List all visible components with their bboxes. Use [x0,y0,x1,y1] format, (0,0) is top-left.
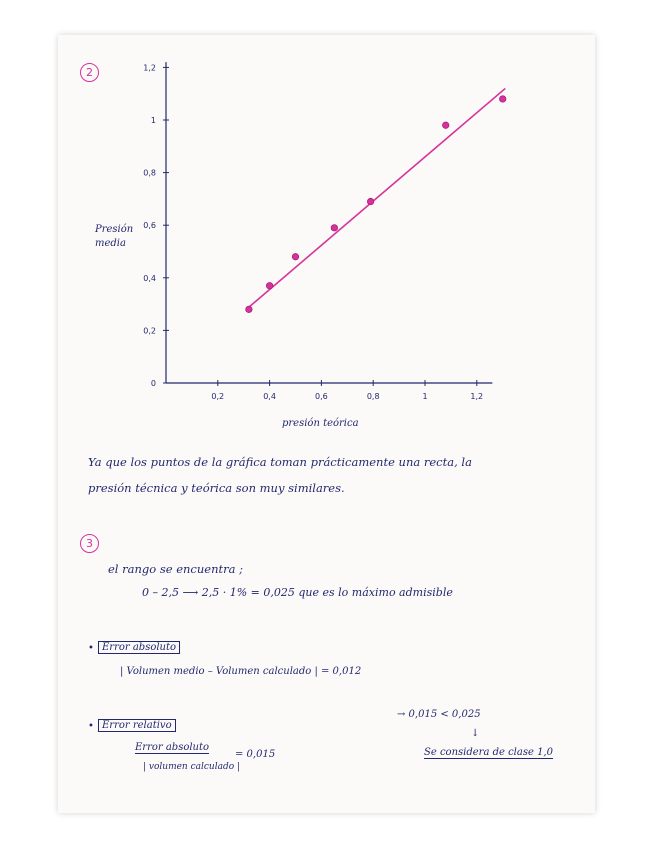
data-point [246,306,252,312]
chart-ticks [143,63,483,401]
y-tick-label: 1 [150,116,156,125]
data-point [331,225,337,231]
y-tick-label: 0,4 [143,273,156,283]
y-axis-label: Presión media [95,224,134,249]
x-tick-label: 1,2 [470,392,484,401]
rel-error-bullet: • [88,721,94,732]
q2-conclusion-line-1: Ya que los puntos de la gráfica toman prácticamente una recta, la [88,455,472,469]
chart-axes [166,62,492,383]
y-tick-label: 0 [150,379,156,388]
data-point [443,122,449,128]
data-point [266,282,272,288]
x-axis-label: presión teórica [282,418,359,429]
rel-error-title: Error relativo [98,719,176,732]
q3-intro: el rango se encuentra ; [108,562,243,576]
x-tick-label: 0,6 [315,392,328,401]
question-2-number: 2 [80,63,99,82]
y-tick-label: 0,8 [143,168,156,178]
comparison: → 0,015 < 0,025 [397,709,481,720]
x-tick-label: 1 [422,392,428,401]
q2-conclusion-line-2: presión técnica y teórica son muy similares. [88,481,345,495]
x-tick-label: 0,4 [263,392,276,401]
abs-error-bullet: • [88,643,94,654]
conclusion: Se considera de clase 1,0 [424,747,553,758]
data-points [246,96,506,313]
trend-line [246,88,505,309]
down-arrow: ↓ [471,728,480,739]
abs-error-title: Error absoluto [98,641,180,654]
question-3-number: 3 [80,534,99,553]
data-point [500,96,506,102]
data-point [367,198,373,204]
y-tick-label: 0,2 [143,326,156,336]
x-tick-label: 0,8 [366,392,380,401]
trend-line-segment [246,88,505,309]
y-tick-label: 0,6 [143,221,156,231]
rel-error-numerator: Error absoluto [135,742,210,753]
data-point [292,254,298,260]
x-tick-label: 0,2 [211,392,225,401]
rel-error-denominator: | volumen calculado | [143,762,241,772]
y-tick-label: 1,2 [143,63,156,73]
range-calculation: 0 – 2,5 ⟶ 2,5 · 1% = 0,025 que es lo máximo admisible [142,586,453,599]
rel-error-value: = 0,015 [235,749,276,760]
abs-error-equation: | Volumen medio – Volumen calculado | = 0,012 [120,666,362,677]
